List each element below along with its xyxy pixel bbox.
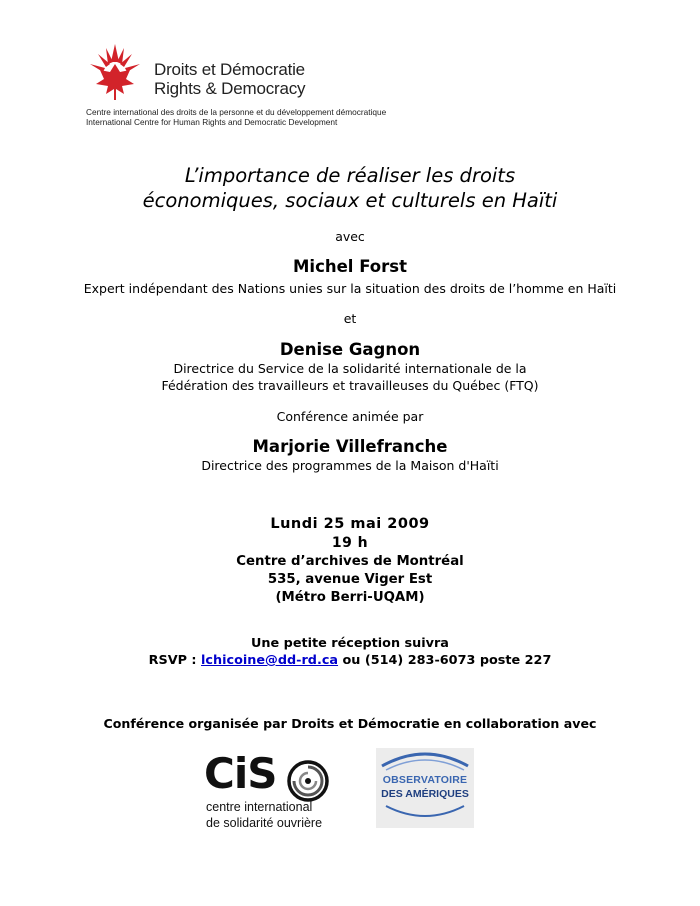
moderated-by-text: Conférence animée par bbox=[276, 409, 424, 424]
observatoire-logo bbox=[376, 748, 474, 828]
speaker2-role-line1: Directrice du Service de la solidarité internationale de la bbox=[173, 361, 527, 376]
with-text: avec bbox=[335, 229, 365, 244]
event-metro: (Métro Berri-UQAM) bbox=[275, 590, 425, 605]
and-text: et bbox=[343, 311, 357, 326]
ciso-line-2: de solidarité ouvrière bbox=[206, 816, 323, 830]
maple-leaf-icon bbox=[86, 42, 144, 102]
reception-line: Une petite réception suivra bbox=[251, 636, 449, 651]
event-date: Lundi 25 mai 2009 bbox=[270, 516, 430, 532]
org-name-en: Rights & Democracy bbox=[154, 79, 306, 98]
swirl-icon bbox=[286, 759, 330, 803]
speaker2-name: Denise Gagnon bbox=[279, 340, 421, 359]
ciso-wordmark: CiS bbox=[204, 749, 277, 798]
speaker2-role-line2: Fédération des travailleurs et travailleuses du Québec (FTQ) bbox=[161, 378, 539, 393]
observatoire-line-2: DES AMÉRIQUES bbox=[381, 788, 469, 800]
observatoire-line-1: OBSERVATOIRE bbox=[382, 774, 468, 786]
organized-by-text: Conférence organisée par Droits et Démocratie en collaboration avec bbox=[103, 716, 597, 731]
speaker1-role: Expert indépendant des Nations unies sur la situation des droits de l’homme en Haïti bbox=[83, 281, 617, 296]
rsvp-line bbox=[0, 653, 700, 668]
header-logo bbox=[86, 40, 446, 130]
event-title bbox=[0, 163, 700, 213]
title-line-2: économiques, sociaux et culturels en Haïti bbox=[142, 189, 558, 212]
ciso-line-1: centre international bbox=[206, 800, 313, 814]
org-subtitle-fr: Centre international des droits de la personne et du développement démocratique bbox=[86, 107, 387, 117]
event-address: 535, avenue Viger Est bbox=[267, 572, 433, 587]
org-name-fr: Droits et Démocratie bbox=[154, 60, 305, 79]
title-line-1: L’importance de réaliser les droits bbox=[184, 164, 516, 187]
rsvp-phone: ou (514) 283-6073 poste 227 bbox=[342, 653, 552, 668]
rsvp-label: RSVP : bbox=[148, 653, 197, 668]
event-time: 19 h bbox=[331, 535, 369, 551]
rsvp-email-link[interactable]: lchicoine@dd-rd.ca bbox=[201, 653, 339, 668]
speaker1-name: Michel Forst bbox=[293, 257, 407, 276]
ciso-logo bbox=[204, 749, 334, 833]
moderator-role: Directrice des programmes de la Maison d'Haïti bbox=[201, 458, 499, 473]
event-venue: Centre d’archives de Montréal bbox=[236, 554, 464, 569]
moderator-name: Marjorie Villefranche bbox=[252, 437, 448, 456]
org-subtitle-en: International Centre for Human Rights and Democratic Development bbox=[86, 117, 338, 127]
